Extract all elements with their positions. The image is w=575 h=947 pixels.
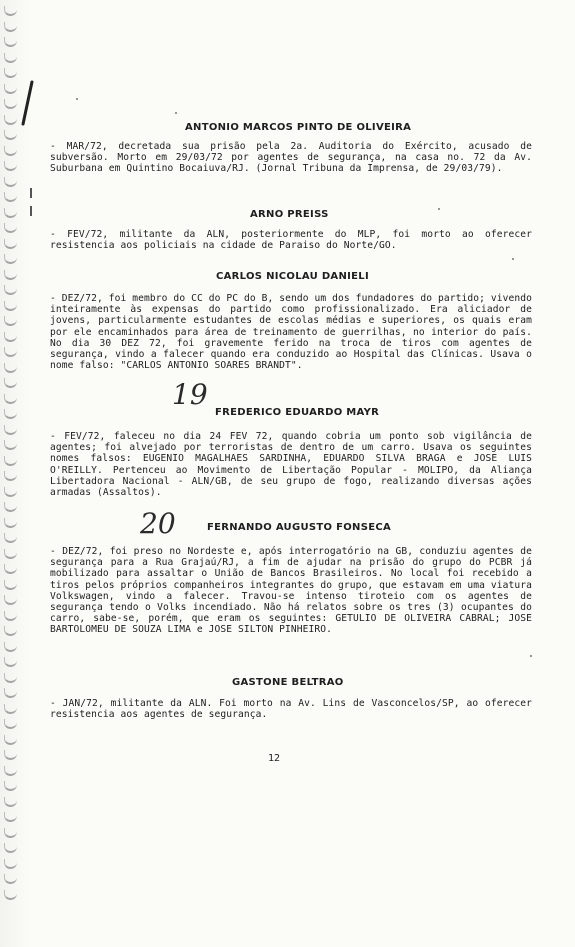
- paper-speck: [438, 208, 440, 210]
- binding-hole: [4, 750, 17, 760]
- section-heading: GASTONE BELTRAO: [232, 677, 344, 688]
- binding-hole: [4, 332, 17, 342]
- binding-hole: [4, 595, 17, 605]
- paper-speck: [530, 655, 532, 657]
- binding-hole: [4, 719, 17, 729]
- handwritten-number: 20: [140, 507, 176, 540]
- binding-hole: [4, 6, 17, 16]
- binding-hole: [4, 502, 17, 512]
- margin-tick: [30, 188, 32, 198]
- binding-hole: [4, 611, 17, 621]
- handwritten-number: 19: [172, 378, 208, 411]
- binding-hole: [4, 781, 17, 791]
- section-heading: FREDERICO EDUARDO MAYR: [215, 407, 380, 418]
- binding-hole: [4, 409, 17, 419]
- binding-hole: [4, 518, 17, 528]
- binding-hole: [4, 549, 17, 559]
- binding-hole: [4, 115, 17, 125]
- binding-hole: [4, 146, 17, 156]
- section-heading: FERNANDO AUGUSTO FONSECA: [207, 522, 392, 533]
- binding-hole: [4, 874, 17, 884]
- binding-hole: [4, 394, 17, 404]
- binding-hole: [4, 378, 17, 388]
- page-number: 12: [268, 753, 281, 764]
- binding-hole: [4, 564, 17, 574]
- binding-hole: [4, 890, 17, 900]
- section-text: - FEV/72, militante da ALN, posteriormente do MLP, foi morto ao oferecer resistencia aos policiais na cidade de Paraiso do Norte/GO.: [50, 229, 532, 252]
- binding-hole: [4, 766, 17, 776]
- binding-hole: [4, 285, 17, 295]
- binding-hole: [4, 828, 17, 838]
- binding-hole: [4, 316, 17, 326]
- binding-hole: [4, 471, 17, 481]
- binding-hole: [4, 239, 17, 249]
- binding-hole: [4, 440, 17, 450]
- binding-hole: [4, 425, 17, 435]
- binding-hole: [4, 487, 17, 497]
- section-heading: ANTONIO MARCOS PINTO DE OLIVEIRA: [185, 122, 412, 133]
- binding-hole: [4, 130, 17, 140]
- binding-hole: [4, 363, 17, 373]
- binding-hole: [4, 657, 17, 667]
- binding-hole: [4, 192, 17, 202]
- margin-tick: [30, 206, 32, 216]
- binding-hole: [4, 99, 17, 109]
- binding-hole: [4, 53, 17, 63]
- binding-hole: [4, 208, 17, 218]
- section-text: - FEV/72, faleceu no dia 24 FEV 72, quando cobria um ponto sob vigilância de agentes; foi alvejado por terroristas de dentro de um carro. Usava os seguintes nomes falsos: EUGENIO MAGALHAES SARDINHA, EDUARDO SILVA BRAGA e JOSE LUIS O'REILLY. Pertenceu ao Movimento de Libertação Popular - MOLIPO, da Aliança Libertadora Nacional - ALN/GB, de seu grupo de fogo, realizando diversas ações armadas (Assaltos).: [50, 431, 532, 499]
- binding-hole: [4, 642, 17, 652]
- section-heading: ARNO PREISS: [250, 209, 329, 220]
- binding-hole: [4, 347, 17, 357]
- section-text: - JAN/72, militante da ALN. Foi morto na Av. Lins de Vasconcelos/SP, ao oferecer resistencia aos agentes de segurança.: [50, 698, 532, 721]
- binding-hole: [4, 177, 17, 187]
- binding-hole: [4, 673, 17, 683]
- binding-hole: [4, 626, 17, 636]
- section-text: - DEZ/72, foi preso no Nordeste e, após interrogatório na GB, conduziu agentes de segurança para a Rua Grajaú/RJ, a fim de ajudar na prisão do grupo do PCBR já mobilizado para assaltar o União de Bancos Brasileiros. No local foi recebido a tiros pelos próprios companheiros integrantes do grupo, que estavam em uma viatura Volkswagen, vindo a falecer. Travou-se intenso tiroteio com os agentes de segurança tendo o Volks incendiado. Não há relatos sobre os tres (3) ocupantes do carro, sabe-se, porém, que eram os seguintes: GETULIO DE OLIVEIRA CABRAL; JOSE BARTOLOMEU DE SOUZA LIMA e JOSE SILTON PINHEIRO.: [50, 546, 532, 636]
- binding-hole: [4, 843, 17, 853]
- binding-hole: [4, 533, 17, 543]
- paper-speck: [76, 98, 78, 100]
- binding-holes: [4, 0, 26, 900]
- paper-speck: [512, 258, 514, 260]
- binding-hole: [4, 859, 17, 869]
- paper-speck: [175, 112, 177, 114]
- binding-hole: [4, 22, 17, 32]
- binding-hole: [4, 580, 17, 590]
- binding-hole: [4, 68, 17, 78]
- binding-hole: [4, 812, 17, 822]
- binding-hole: [4, 301, 17, 311]
- binding-hole: [4, 797, 17, 807]
- section-heading: CARLOS NICOLAU DANIELI: [216, 271, 369, 282]
- binding-hole: [4, 735, 17, 745]
- binding-hole: [4, 37, 17, 47]
- binding-hole: [4, 688, 17, 698]
- binding-hole: [4, 704, 17, 714]
- binding-hole: [4, 254, 17, 264]
- binding-hole: [4, 456, 17, 466]
- section-text: - MAR/72, decretada sua prisão pela 2a. Auditoria do Exército, acusado de subversão. Morto em 29/03/72 por agentes de segurança, na casa no. 72 da Av. Suburbana em Quintino Bocaiuva/RJ. (Jornal Tribuna da Imprensa, de 29/03/79).: [50, 141, 532, 175]
- binding-hole: [4, 223, 17, 233]
- binding-hole: [4, 84, 17, 94]
- binding-hole: [4, 161, 17, 171]
- section-text: - DEZ/72, foi membro do CC do PC do B, sendo um dos fundadores do partido; vivendo inteiramente às expensas do partido como profissionalizado. Era aliciador de jovens, particularmente estudantes de escolas médias e superiores, os quais eram por ele encaminhados para área de treinamento de guerrilhas, no interior do país. No dia 30 DEZ 72, foi gravemente ferido na troca de tiros com agentes de segurança, vindo a falecer quando era conduzido ao Hospital das Clínicas. Usava o nome falso: "CARLOS ANTONIO SOARES BRANDT".: [50, 293, 532, 372]
- binding-hole: [4, 270, 17, 280]
